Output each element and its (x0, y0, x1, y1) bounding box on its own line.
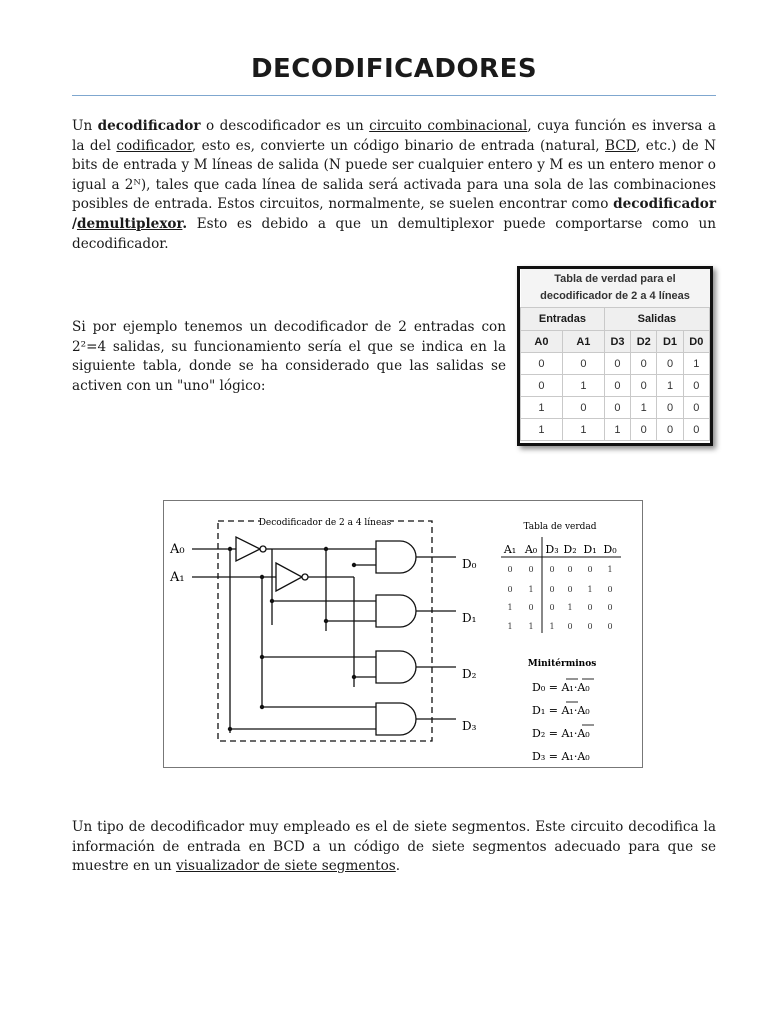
figure-table-cell: 1 (587, 585, 593, 594)
table-cell: 1 (631, 397, 657, 419)
figure-table-cell: 0 (607, 603, 613, 612)
page-title: DECODIFICADORES (250, 54, 538, 84)
and-gate-d1 (376, 595, 416, 627)
figure-table-cell: 1 (528, 585, 534, 594)
table-cell: 0 (657, 353, 683, 375)
and-gate-d2 (376, 651, 416, 683)
table-cell: 1 (562, 375, 604, 397)
title-divider (72, 95, 716, 96)
truth-table-group-outputs: Salidas (604, 308, 709, 331)
figure-table-header: D₀ (603, 543, 617, 556)
not-gate-a0 (236, 537, 260, 561)
table-row (521, 353, 710, 375)
figure-table-header: A₀ (524, 543, 538, 556)
table-cell: 0 (604, 397, 630, 419)
figure-table-cell: 0 (549, 585, 555, 594)
figure-table-cell: 0 (528, 565, 534, 574)
text-span: Un (72, 118, 98, 134)
bold-term-decodificador: decodificador (97, 118, 201, 134)
truth-table-header: A0 (521, 331, 563, 353)
figure-table-cell: 1 (607, 565, 613, 574)
figure-table-cell: 1 (528, 622, 534, 631)
seven-segment-paragraph (72, 818, 716, 877)
table-cell: 1 (683, 353, 709, 375)
output-label-d2: D₂ (462, 667, 477, 681)
truth-table-group-inputs: Entradas (521, 308, 605, 331)
table-cell: 0 (562, 353, 604, 375)
figure-table-title: Tabla de verdad (523, 522, 597, 532)
truth-table-header: D3 (604, 331, 630, 353)
output-label-d1: D₁ (462, 611, 477, 625)
not-gate-a1 (276, 563, 302, 591)
figure-table-cell: 0 (567, 565, 573, 574)
table-cell: 0 (683, 375, 709, 397)
table-cell: 0 (631, 375, 657, 397)
table-cell: 1 (604, 419, 630, 441)
figure-table-header: D₃ (545, 543, 559, 556)
link-demultiplexor[interactable]: demultiplexor (76, 215, 183, 232)
minterm-d0: D₀ = A₁·A₀ (532, 681, 590, 694)
figure-table-cell: 0 (567, 585, 573, 594)
figure-table-cell: 1 (507, 603, 513, 612)
and-gate-d3 (376, 703, 416, 735)
table-cell: 1 (657, 375, 683, 397)
table-cell: 0 (683, 419, 709, 441)
table-cell: 0 (521, 375, 563, 397)
input-label-a0: A₀ (170, 542, 185, 557)
truth-table-header: D2 (631, 331, 657, 353)
figure-table-header: D₁ (583, 543, 597, 556)
table-cell: 0 (604, 375, 630, 397)
intro-paragraph (72, 117, 716, 254)
text-span: Un tipo de decodificador muy empleado es el de siete segmentos. Este circuito decodifica la información de entrada en BCD a un código de siete segmentos adecuado para que se muestre en un (72, 819, 716, 875)
table-cell: 0 (631, 419, 657, 441)
table-cell: 0 (604, 353, 630, 375)
text-span: , etc.) de N bits de entrada y M líneas de salida (N puede ser cualquier entero y M es un entero menor o igual a 2ᴺ), tales que cada línea de salida será activada para una sola de las combinaciones posibles de entrada. Estos circuitos, normalmente, se suelen encontrar como (72, 137, 716, 213)
figure-table-cell: 0 (587, 565, 593, 574)
bold-period: . (182, 215, 188, 232)
figure-table-cell: 0 (587, 603, 593, 612)
text-span: , esto es, convierte un código binario de entrada (natural, (191, 137, 606, 154)
minterm-d2: D₂ = A₁·A₀ (532, 727, 590, 740)
input-label-a1: A₁ (170, 570, 185, 585)
figure-table-header: A₁ (503, 543, 517, 556)
figure-table-cell: 1 (549, 622, 555, 631)
figure-table-cell: 0 (549, 603, 555, 612)
truth-table-header: D0 (683, 331, 709, 353)
table-cell: 1 (562, 419, 604, 441)
figure-table-cell: 0 (607, 585, 613, 594)
link-circuito-combinacional[interactable]: circuito combinacional (369, 118, 528, 134)
minterm-d3: D₃ = A₁·A₀ (532, 750, 590, 763)
minterm-d1: D₁ = A₁·A₀ (532, 704, 590, 717)
figure-table-cell: 0 (528, 603, 534, 612)
table-cell: 0 (657, 397, 683, 419)
table-cell: 0 (521, 353, 563, 375)
figure-table-cell: 0 (507, 585, 513, 594)
text-span: Esto es debido a que un demultiplexor puede comportarse como un decodificador. (72, 215, 716, 252)
figure-table-cell: 0 (587, 622, 593, 631)
truth-table-header: A1 (562, 331, 604, 353)
decoder-circuit-figure (163, 500, 643, 768)
output-label-d3: D₃ (462, 719, 477, 733)
table-cell: 1 (521, 419, 563, 441)
figure-table-header: D₂ (563, 543, 577, 556)
and-gate-d0 (376, 541, 416, 573)
table-row (521, 419, 710, 441)
link-codificador[interactable]: codificador (116, 137, 192, 154)
example-paragraph: Si por ejemplo tenemos un decodificador de 2 entradas con 2²=4 salidas, su funcionamiento sería el que se indica en la siguiente tabla, donde se ha considerado que las salidas se activen con un "uno" lógico: (72, 319, 506, 394)
figure-table-cell: 0 (567, 622, 573, 631)
link-visualizador-siete-segmentos[interactable]: visualizador de siete segmentos (175, 858, 396, 875)
table-cell: 1 (521, 397, 563, 419)
table-cell: 0 (562, 397, 604, 419)
table-row (521, 397, 710, 419)
figure-table-cell: 0 (607, 622, 613, 631)
link-bcd[interactable]: BCD (605, 137, 637, 154)
truth-table-image (517, 266, 713, 446)
figure-table-cell: 1 (567, 603, 573, 612)
truth-table (520, 269, 710, 441)
table-cell: 0 (631, 353, 657, 375)
minterms-title: Minitérminos (527, 659, 597, 669)
truth-table-header: D1 (657, 331, 683, 353)
decoder-circuit-diagram (164, 501, 642, 767)
table-cell: 0 (657, 419, 683, 441)
bold-term-decodificador-2: decodificador / (72, 196, 716, 232)
figure-table-cell: 0 (549, 565, 555, 574)
figure-table-cell: 0 (507, 565, 513, 574)
table-row (521, 375, 710, 397)
decoder-box-label: Decodificador de 2 a 4 líneas (258, 518, 392, 528)
truth-table-caption: Tabla de verdad para el decodificador de 2 a 4 líneas (521, 269, 710, 308)
table-cell: 0 (683, 397, 709, 419)
text-span: o descodificador es un (200, 118, 370, 134)
figure-table-cell: 1 (507, 622, 513, 631)
output-label-d0: D₀ (462, 557, 477, 571)
text-span: , cuya función es inversa a la del (72, 118, 717, 154)
text-span: . (395, 858, 401, 875)
